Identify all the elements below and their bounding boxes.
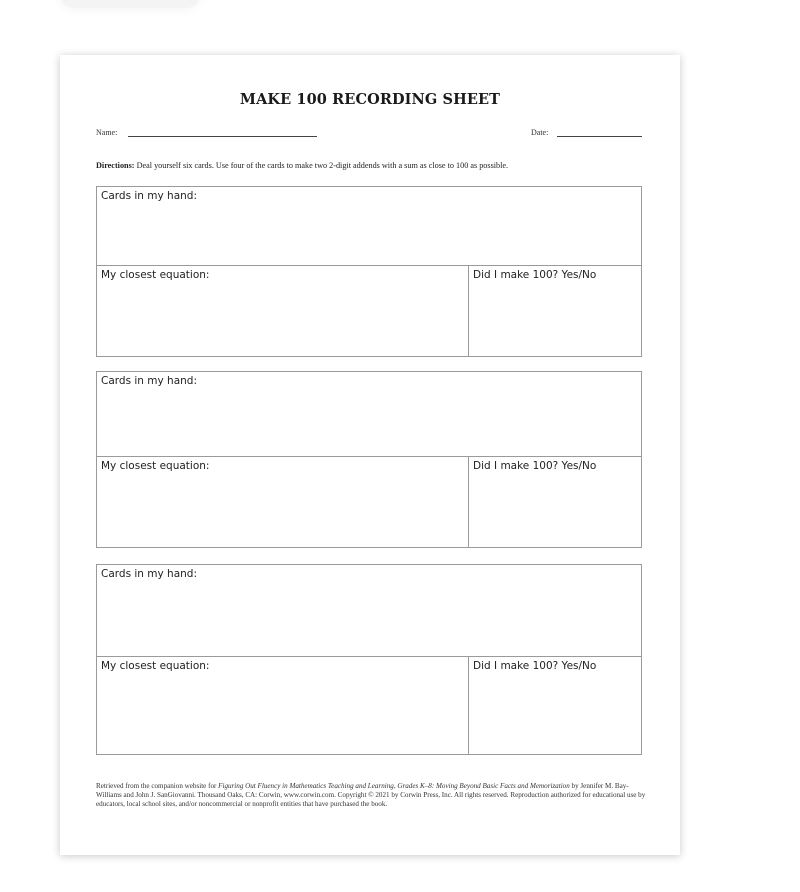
directions xyxy=(96,161,656,170)
footer-text-start: Retrieved from the companion website for xyxy=(96,782,219,790)
result-box xyxy=(469,266,641,356)
equation-label: My closest equation: xyxy=(101,269,210,281)
book-title: Figuring Out Fluency in Mathematics Teaching and Learning, Grades K–8: Moving Beyond Basic Facts and Memorization xyxy=(218,782,570,790)
equation-box xyxy=(97,266,469,356)
equation-label: My closest equation: xyxy=(101,660,210,672)
page-title: MAKE 100 RECORDING SHEET xyxy=(239,91,501,108)
result-box xyxy=(469,657,641,754)
background-shape xyxy=(60,0,200,8)
equation-label: My closest equation: xyxy=(101,460,210,472)
cards-label: Cards in my hand: xyxy=(101,190,198,202)
equation-box xyxy=(97,457,469,547)
name-line xyxy=(128,136,317,137)
cards-box xyxy=(97,372,641,457)
result-label: Did I make 100? Yes/No xyxy=(473,660,597,672)
cards-label: Cards in my hand: xyxy=(101,568,198,580)
cards-box xyxy=(97,565,641,657)
round-block-3 xyxy=(96,564,642,755)
name-label: Name: xyxy=(96,128,118,137)
directions-text: Deal yourself six cards. Use four of the cards to make two 2-digit addends with a sum as close to 100 as possible. xyxy=(136,161,509,170)
result-label: Did I make 100? Yes/No xyxy=(473,460,597,472)
cards-label: Cards in my hand: xyxy=(101,375,198,387)
date-label: Date: xyxy=(531,128,549,137)
equation-box xyxy=(97,657,469,754)
round-block-1 xyxy=(96,186,642,357)
answer-row xyxy=(97,457,641,547)
cards-box xyxy=(97,187,641,266)
round-block-2 xyxy=(96,371,642,548)
footer-text-end: by Jennifer M. Bay-Williams and John J. SanGiovanni. Thousand Oaks, CA: Corwin, www.corwin.com. Copyright © 2021 by Corwin Press, Inc. All rights reserved. Reproduction authorized for educational use by educators, local school sites, and/or noncommercial or nonprofit entities that have purchased the book. xyxy=(96,782,646,809)
copyright-footer xyxy=(96,782,646,810)
result-label: Did I make 100? Yes/No xyxy=(473,269,597,281)
directions-label: Directions: xyxy=(96,161,135,170)
result-box xyxy=(469,457,641,547)
answer-row xyxy=(97,266,641,356)
date-line xyxy=(557,136,642,137)
worksheet-page xyxy=(60,55,680,855)
answer-row xyxy=(97,657,641,754)
